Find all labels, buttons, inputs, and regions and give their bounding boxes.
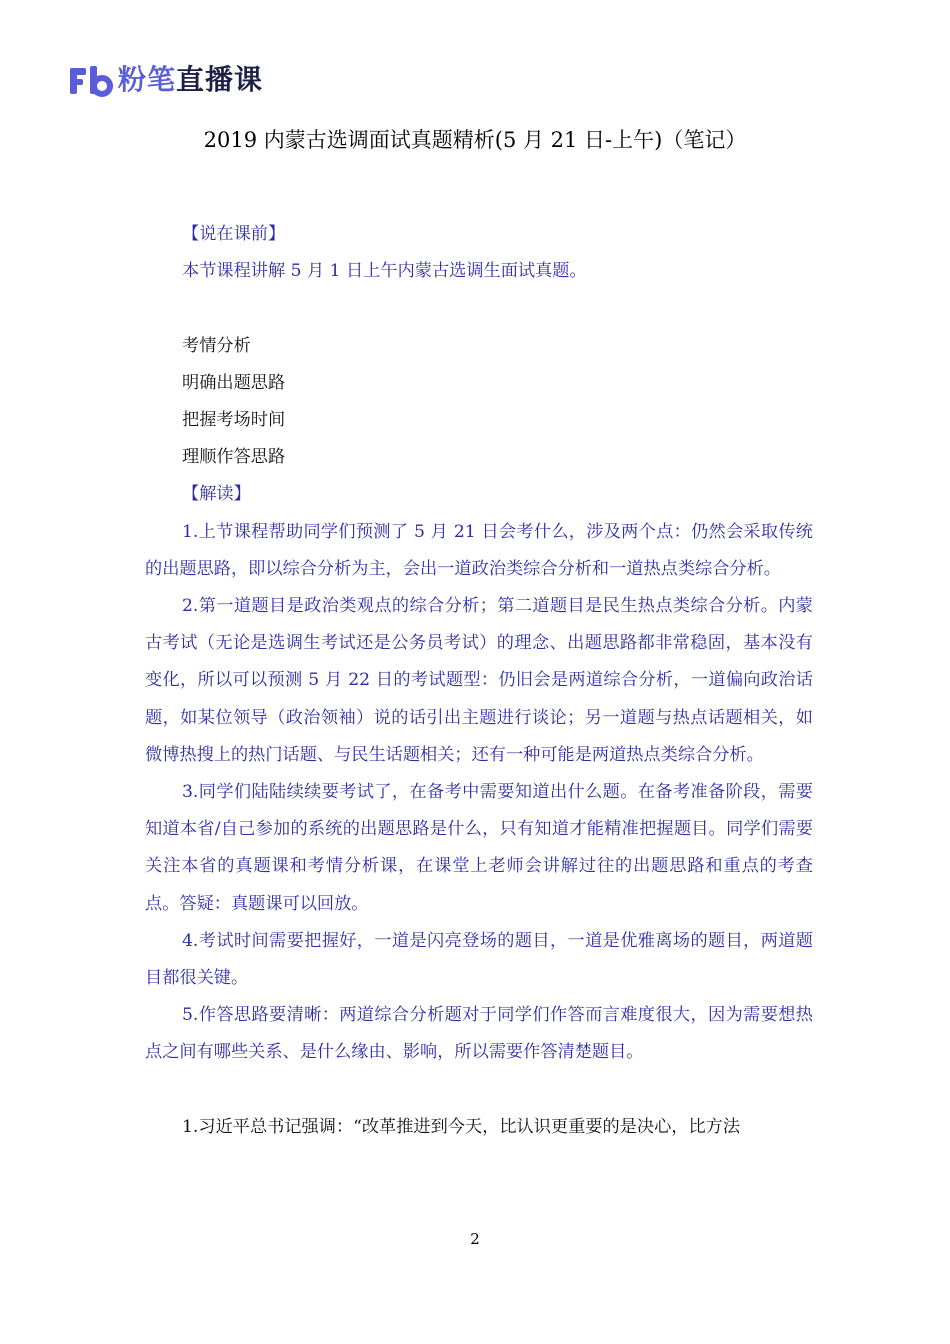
reading-paragraph-1: 1.上节课程帮助同学们预测了 5 月 21 日会考什么，涉及两个点：仍然会采取传统的出题思路，即以综合分析为主，会出一道政治类综合分析和一道热点类综合分析。	[145, 521, 813, 579]
outline-item: 考情分析	[182, 335, 251, 356]
document-title: 2019 内蒙古选调面试真题精析(5 月 21 日-上午)（笔记）	[203, 128, 747, 152]
reading-paragraph-4: 4.考试时间需要把握好，一道是闪亮登场的题目，一道是优雅离场的题目，两道题目都很关键。	[145, 930, 813, 989]
brand-name-primary: 粉笔	[118, 63, 177, 96]
section-heading-reading: 【解读】	[182, 484, 251, 505]
section-heading-intro: 【说在课前】	[182, 224, 286, 244]
outline-item: 理顺作答思路	[182, 447, 286, 468]
outline-item: 明确出题思路	[182, 372, 286, 393]
page-number: 2	[470, 1230, 480, 1248]
reading-paragraph-5: 5.作答思路要清晰：两道综合分析题对于同学们作答而言难度很大，因为需要想热点之间有哪些关系、是什么缘由、影响，所以需要作答清楚题目。	[145, 1005, 813, 1063]
brand-name-secondary: 直播课	[176, 63, 264, 96]
question-1-text: 1.习近平总书记强调：“改革推进到今天，比认识更重要的是决心，比方法	[182, 1116, 741, 1137]
outline-item: 把握考场时间	[182, 410, 286, 430]
brand-name	[118, 60, 263, 100]
reading-paragraph-2: 2.第一道题目是政治类观点的综合分析；第二道题目是民生热点类综合分析。内蒙古考试（无论是选调生考试还是公务员考试）的理念、出题思路都非常稳固，基本没有变化，所以可以预测 5 月 22 日的考试题型：仍旧会是两道综合分析，一道偏向政治话题，如某位领导（政治领袖）说的话引出主题进行谈论；另一道题与热点话题相关，如微博热搜上的热门话题、与民生话题相关；还有一种可能是两道热点类综合分析。	[145, 596, 813, 765]
reading-paragraph-3: 3.同学们陆陆续续要考试了，在备考中需要知道出什么题。在备考准备阶段，需要知道本省/自己参加的系统的出题思路是什么，只有知道才能精准把握题目。同学们需要关注本省的真题课和考情分析课，在课堂上老师会讲解过往的出题思路和重点的考查点。答疑：真题课可以回放。	[145, 782, 813, 914]
fb-logo-icon	[68, 63, 114, 97]
brand-logo	[68, 60, 263, 100]
document-body	[145, 216, 813, 1146]
intro-text: 本节课程讲解 5 月 1 日上午内蒙古选调生面试真题。	[182, 261, 587, 282]
